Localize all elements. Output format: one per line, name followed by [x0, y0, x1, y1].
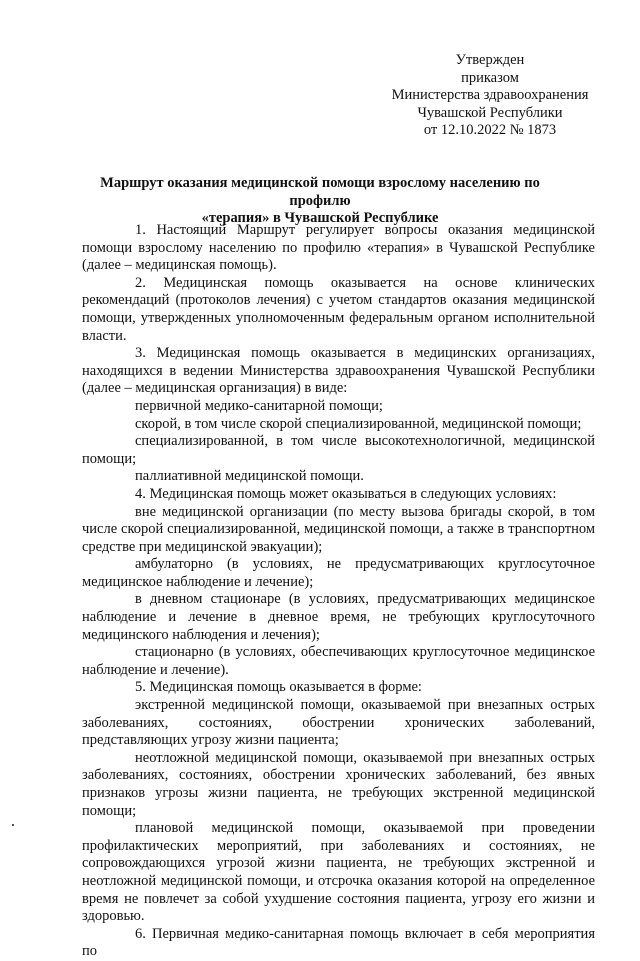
paragraph-3: 3. Медицинская помощь оказывается в медицинских организациях, находящихся в ведении Министерства здравоохранения Чувашской Республики (далее – медицинская организация) в виде: [82, 345, 595, 397]
paragraph-5: 5. Медицинская помощь оказывается в форме: [135, 679, 422, 696]
document-title [70, 175, 570, 228]
approval-line: Министерства здравоохранения [391, 87, 589, 103]
list-item: вне медицинской организации (по месту вызова бригады скорой, в том числе скорой специализированной, медицинской помощи, а также в транспортном средстве при медицинской эвакуации); [82, 503, 595, 555]
list-item: амбулаторно (в условиях, не предусматривающих круглосуточное медицинское наблюдение и лечение); [82, 556, 595, 590]
list-item: паллиативной медицинской помощи. [135, 468, 364, 485]
list-item: стационарно (в условиях, обеспечивающих круглосуточное медицинское наблюдение и лечение). [82, 644, 595, 678]
list-item: в дневном стационаре (в условиях, предусматривающих медицинское наблюдение и лечение в дневное время, не требующих круглосуточного медицинского наблюдения и лечения); [82, 591, 595, 643]
list-item: экстренной медицинской помощи, оказываемой при внезапных острых заболеваниях, состояниях, обострении хронических заболеваний, представляющих угрозу жизни пациента; [82, 697, 595, 749]
paragraph-1: 1. Настоящий Маршрут регулирует вопросы оказания медицинской помощи взрослому населению по профилю «терапия» в Чувашской Республике (далее – медицинская помощь). [82, 222, 595, 274]
paragraph-6: 6. Первичная медико-санитарная помощь включает в себя мероприятия по [82, 925, 595, 960]
document-title-line: «терапия» в Чувашской Республике [201, 210, 439, 226]
approval-line: от 12.10.2022 № 1873 [423, 122, 557, 138]
approval-line: Утвержден [455, 52, 525, 68]
list-item: плановой медицинской помощи, оказываемой при проведении профилактических мероприятий, при заболеваниях и состояниях, не сопровождающихся угрозой жизни пациента, не требующих экстренной и неотложной медицинской помощи, и отсрочка оказания которой на определенное время не повлечет за собой ухудшение состояния пациента, угрозу его жизни и здоровью. [82, 820, 595, 925]
document-body [82, 222, 595, 961]
paragraph-2: 2. Медицинская помощь оказывается на основе клинических рекомендаций (протоколов лечения) с учетом стандартов оказания медицинской помощи, утвержденных уполномоченным федеральным органом исполнительной власти. [82, 274, 595, 344]
list-item: первичной медико-санитарной помощи; [135, 397, 383, 414]
list-item: специализированной, в том числе высокотехнологичной, медицинской помощи; [82, 433, 595, 467]
paragraph-4: 4. Медицинская помощь может оказываться в следующих условиях: [135, 485, 557, 502]
list-item: скорой, в том числе скорой специализированной, медицинской помощи; [135, 415, 582, 432]
approval-line: приказом [461, 69, 519, 86]
approval-line: Чувашской Республики [417, 104, 563, 121]
approval-block [380, 52, 600, 140]
scan-dot [12, 824, 14, 826]
list-item: неотложной медицинской помощи, оказываемой при внезапных острых заболеваниях, состояниях, обострении хронических заболеваний, без явных признаков угрозы жизни пациента, не требующих экстренной медицинской помощи; [82, 749, 595, 819]
document-title-line: Маршрут оказания медицинской помощи взрослому населению по профилю [100, 175, 540, 209]
